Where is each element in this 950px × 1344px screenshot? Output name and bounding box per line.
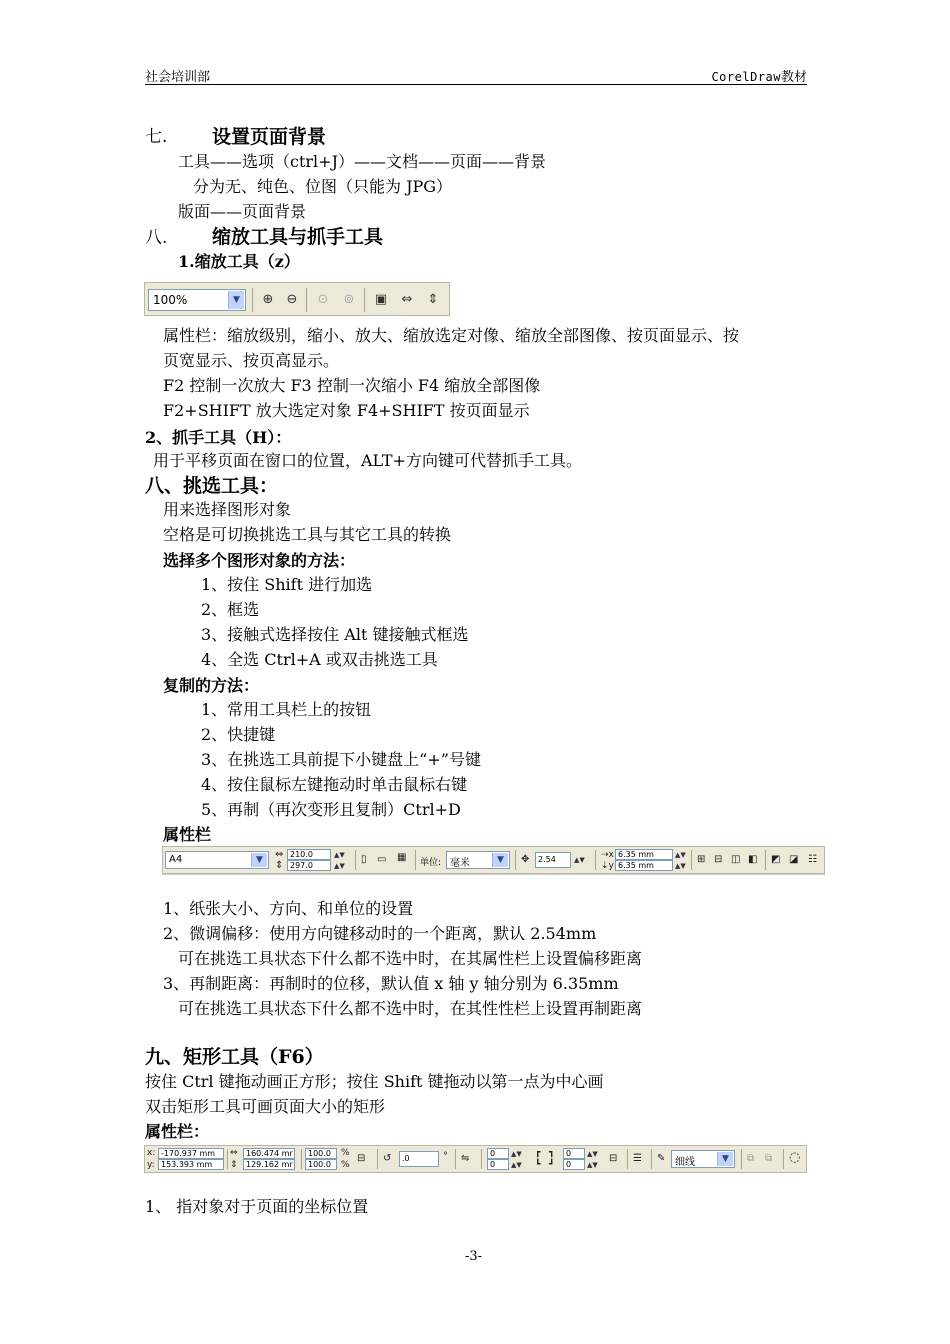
corner-2-field[interactable]: 0 (487, 1159, 509, 1170)
sec8b-line-2: 空格是可切换挑选工具与其它工具的转换 (163, 525, 452, 544)
header-rule (145, 84, 807, 85)
options-icon[interactable]: ◪ (789, 854, 799, 865)
sec7-line-3: 版面——页面背景 (178, 202, 307, 221)
snap-guides-icon[interactable]: ⊟ (714, 854, 723, 865)
sec7-line-1: 工具——选项（ctrl+J）——文档——页面——背景 (178, 152, 546, 171)
nudge-field[interactable]: 2.54 (535, 852, 571, 868)
sec7-title: 设置页面背景 (212, 126, 327, 148)
toolbar-separator (306, 288, 307, 312)
header-right-cjk: 教材 (780, 69, 807, 84)
paper-size-value: A4 (169, 854, 183, 865)
copy-title: 复制的方法： (163, 676, 260, 695)
zoom-page-icon[interactable]: ▣ (374, 292, 388, 307)
dynamic-guides-icon[interactable]: ◧ (748, 854, 758, 865)
position-x-field[interactable]: -170.937 mm (158, 1148, 224, 1159)
rect-prop-title: 属性栏： (145, 1122, 210, 1141)
toolbar-separator (765, 850, 766, 870)
toolbar-separator (364, 288, 365, 312)
spinner-icon[interactable]: ▲▼ (587, 1150, 598, 1158)
toolbar-separator (595, 850, 596, 870)
sec7-num: 七. (145, 127, 168, 147)
zoom-selected-icon[interactable]: ⊙ (317, 292, 329, 307)
zoom-subtitle: 1.缩放工具（z） (178, 252, 300, 271)
scale-y-field[interactable]: 100.0 (305, 1159, 337, 1170)
sec9-line-1: 按住 Ctrl 键拖动画正方形；按住 Shift 键拖动以第一点为中心画 (145, 1072, 604, 1091)
duplicate-x-field[interactable]: 6.35 mm (615, 849, 673, 860)
toolbar-separator (377, 1149, 378, 1169)
pick-bar-rule (162, 874, 825, 875)
corner-bottom-right-icon: ┛ (549, 1160, 555, 1170)
zoom-height-icon[interactable]: ⇕ (427, 292, 439, 307)
rotation-field[interactable]: .0 (399, 1151, 439, 1167)
spinner-icon[interactable]: ▲▼ (334, 851, 345, 859)
convert-to-curves-icon[interactable]: ◌ (789, 1150, 801, 1165)
mirror-icon[interactable]: ⇋ (461, 1153, 470, 1164)
header-left: 社会培训部 (145, 69, 211, 84)
spinner-icon[interactable]: ▲▼ (511, 1150, 522, 1158)
copy-item-3: 3、在挑选工具前提下小键盘上“+”号键 (201, 750, 481, 769)
outline-width-combo[interactable] (671, 1150, 735, 1168)
zoom-text-3: F2 控制一次放大 F3 控制一次缩小 F4 缩放全部图像 (163, 376, 541, 395)
corner-top-left-icon: ┏ (535, 1148, 541, 1158)
toolbar-separator (627, 1149, 628, 1169)
treat-as-filled-icon[interactable]: ◩ (771, 854, 781, 865)
toolbar-separator (415, 850, 416, 870)
zoom-level-combo[interactable] (148, 289, 246, 311)
toolbar-separator (252, 288, 253, 312)
chevron-down-icon: ▼ (717, 1152, 733, 1166)
round-corners-lock-icon[interactable]: ⊟ (609, 1153, 618, 1164)
spinner-icon[interactable]: ▲▼ (334, 862, 345, 870)
degree-label: ° (443, 1151, 448, 1162)
spinner-icon[interactable]: ▲▼ (675, 862, 686, 870)
unit-value: 毫米 (450, 858, 470, 869)
position-y-field[interactable]: 153.393 mm (158, 1159, 224, 1170)
height-icon: ⇕ (230, 1160, 238, 1170)
duplicate-y-field[interactable]: 6.35 mm (615, 860, 673, 871)
portrait-icon[interactable]: ▯ (361, 854, 367, 865)
sec8a-title: 缩放工具与抓手工具 (212, 226, 384, 248)
to-back-icon[interactable]: ⧉ (747, 1153, 755, 1164)
zoom-toolbar (144, 282, 450, 316)
unit-label: 单位: (420, 858, 442, 868)
sec7-line-2: 分为无、纯色、位图（只能为 JPG） (193, 177, 453, 196)
toolbar-separator (741, 1149, 742, 1169)
zoom-text-1: 属性栏：缩放级别，缩小、放大、缩放选定对像、缩放全部图像、按页面显示、按 (163, 326, 740, 345)
outline-icon[interactable]: ☷ (808, 854, 817, 865)
header-right (711, 66, 807, 85)
toolbar-separator (227, 1149, 228, 1169)
duplicate-y-icon: ⇣y (601, 861, 614, 871)
chevron-down-icon: ▼ (492, 853, 508, 867)
width-icon: ⇔ (230, 1148, 238, 1158)
zoom-all-icon[interactable]: ⊚ (343, 292, 355, 307)
outline-width-value: 细线 (675, 1157, 695, 1168)
rect-property-bar (144, 1145, 807, 1173)
copy-item-1: 1、常用工具栏上的按钮 (201, 700, 372, 719)
pick-text-4: 3、再制距离：再制时的位移，默认值 x 轴 y 轴分别为 6.35mm (163, 974, 619, 993)
x-label: x: (147, 1148, 156, 1158)
page-height-icon: ⇕ (275, 860, 284, 871)
zoom-out-icon[interactable]: ⊖ (286, 292, 298, 307)
pen-icon: ✎ (657, 1153, 666, 1164)
toolbar-separator (783, 1149, 784, 1169)
landscape-icon[interactable]: ▭ (377, 854, 387, 865)
zoom-text-4: F2+SHIFT 放大选定对象 F4+SHIFT 按页面显示 (163, 401, 530, 420)
pick-text-2: 2、微调偏移：使用方向键移动时的一个距离，默认 2.54mm (163, 924, 597, 943)
paper-size-combo[interactable] (165, 851, 269, 869)
page-number: -3- (465, 1249, 483, 1264)
multi-item-2: 2、框选 (201, 600, 260, 619)
toolbar-separator (651, 1149, 652, 1169)
zoom-in-icon[interactable]: ⊕ (262, 292, 274, 307)
pick-property-bar (162, 846, 825, 874)
hand-text: 用于平移页面在窗口的位置，ALT+方向键可代替抓手工具。 (153, 451, 582, 470)
spinner-icon[interactable]: ▲▼ (511, 1161, 522, 1169)
unit-combo[interactable] (446, 851, 510, 869)
toolbar-separator (455, 1149, 456, 1169)
spinner-icon[interactable]: ▲▼ (587, 1161, 598, 1169)
snap-grid-icon[interactable]: ⊞ (697, 854, 706, 865)
rect-text: 1、 指对象对于页面的坐标位置 (145, 1197, 369, 1216)
percent-x: % (341, 1148, 350, 1158)
toolbar-separator (515, 850, 516, 870)
copy-item-4: 4、按住鼠标左键拖动时单击鼠标右键 (201, 775, 468, 794)
wrap-text-icon[interactable]: ☰ (633, 1153, 642, 1164)
to-front-icon[interactable]: ⧉ (765, 1153, 773, 1164)
lock-ratio-icon[interactable]: ⊟ (357, 1153, 366, 1164)
corner-3-field[interactable]: 0 (563, 1148, 585, 1159)
size-width-field[interactable]: 160.474 mr (243, 1148, 295, 1159)
sec8a-num: 八. (145, 228, 168, 248)
page-width-icon: ⇔ (275, 849, 284, 860)
pick-text-3: 可在挑选工具状态下什么都不选中时，在其属性栏上设置偏移距离 (178, 949, 643, 968)
toolbar-separator (355, 850, 356, 870)
zoom-width-icon[interactable]: ⇔ (401, 292, 413, 307)
page-layout-icon[interactable]: ▦ (397, 852, 407, 863)
toolbar-separator (301, 1149, 302, 1169)
size-height-field[interactable]: 129.162 mr (243, 1159, 295, 1170)
multi-item-3: 3、接触式选择按住 Alt 键接触式框选 (201, 625, 469, 644)
page-width-field[interactable]: 210.0 (287, 849, 331, 860)
scale-x-field[interactable]: 100.0 (305, 1148, 337, 1159)
corner-bottom-left-icon: ┗ (535, 1160, 541, 1170)
chevron-down-icon: ▼ (251, 853, 267, 867)
sec9-title: 九、矩形工具（F6） (145, 1046, 324, 1068)
pick-text-1: 1、纸张大小、方向、和单位的设置 (163, 899, 414, 918)
corner-4-field[interactable]: 0 (563, 1159, 585, 1170)
sec8b-title: 八、挑选工具： (145, 475, 279, 497)
multi-select-title: 选择多个图形对象的方法： (163, 551, 356, 570)
snap-objects-icon[interactable]: ◫ (731, 854, 741, 865)
nudge-icon: ✥ (521, 854, 530, 865)
copy-item-5: 5、再制（再次变形且复制）Ctrl+D (201, 800, 461, 819)
toolbar-separator (691, 850, 692, 870)
spinner-icon[interactable]: ▲▼ (675, 851, 686, 859)
multi-item-4: 4、全选 Ctrl+A 或双击挑选工具 (201, 650, 438, 669)
y-label: y: (147, 1160, 155, 1170)
duplicate-x-icon: ⇢x (601, 850, 614, 860)
spinner-icon[interactable]: ▲▼ (574, 856, 585, 864)
chevron-down-icon: ▼ (228, 291, 244, 309)
corner-1-field[interactable]: 0 (487, 1148, 509, 1159)
copy-item-2: 2、快捷键 (201, 725, 276, 744)
corner-top-right-icon: ┓ (549, 1148, 555, 1158)
sec9-line-2: 双击矩形工具可画页面大小的矩形 (145, 1097, 386, 1116)
sec8b-line-1: 用来选择图形对象 (163, 500, 292, 519)
pick-text-5: 可在挑选工具状态下什么都不选中时，在其性性栏上设置再制距离 (178, 999, 643, 1018)
pick-prop-title: 属性栏 (163, 825, 212, 844)
toolbar-separator (481, 1149, 482, 1169)
rotate-icon: ↺ (383, 1153, 392, 1164)
percent-y: % (341, 1160, 350, 1170)
hand-title: 2、抓手工具（H）： (145, 428, 292, 447)
zoom-text-2: 页宽显示、按页高显示。 (163, 351, 340, 370)
header-right-latin: CorelDraw (711, 70, 781, 84)
page-height-field[interactable]: 297.0 (287, 860, 331, 871)
zoom-level-value: 100% (153, 293, 188, 307)
multi-item-1: 1、按住 Shift 进行加选 (201, 575, 373, 594)
